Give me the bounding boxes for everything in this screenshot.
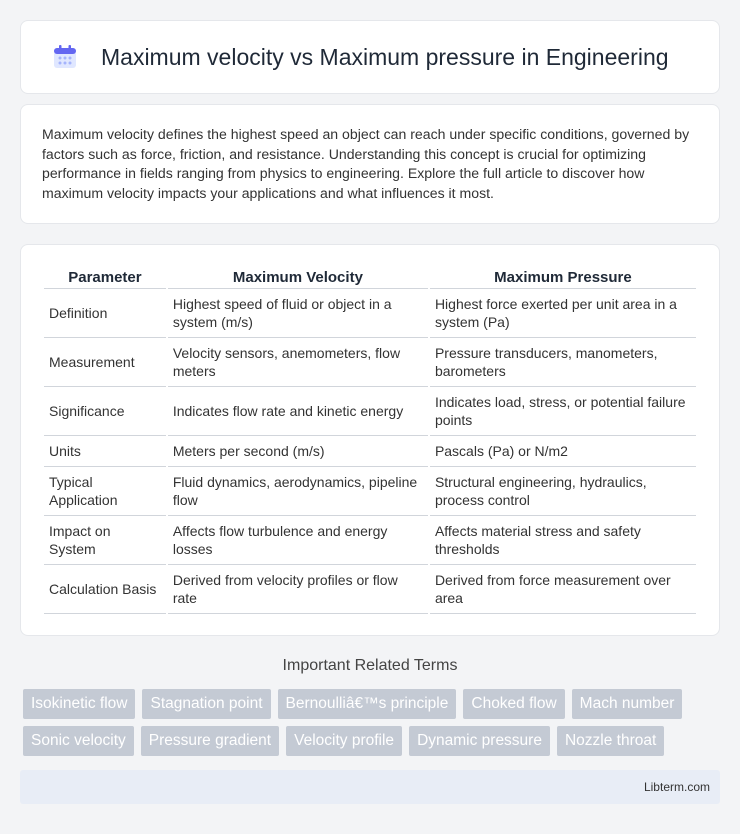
table-cell: Indicates load, stress, or potential failure points: [430, 387, 696, 436]
comparison-table-card: [20, 244, 720, 636]
table-cell: Definition: [44, 289, 166, 338]
intro-text: Maximum velocity defines the highest speed an object can reach under specific conditions, governed by factors such as force, friction, and resistance. Understanding this concept is crucial for optimizing performance in fields ranging from physics to engineering. Explore the full article to discover how maximum velocity impacts your applications and what influences it most.: [42, 126, 690, 201]
tag-row: [23, 689, 713, 719]
table-cell: Meters per second (m/s): [168, 436, 428, 467]
page-title: Maximum velocity vs Maximum pressure in Engineering: [101, 43, 669, 70]
tag-row: [23, 726, 713, 756]
related-term-tag[interactable]: Pressure gradient: [141, 726, 279, 756]
related-term-tag[interactable]: Choked flow: [463, 689, 564, 719]
table-cell: Highest speed of fluid or object in a system (m/s): [168, 289, 428, 338]
related-term-tag[interactable]: Bernoulliâ€™s principle: [278, 689, 457, 719]
table-row: [44, 289, 696, 338]
related-term-tag[interactable]: Stagnation point: [142, 689, 270, 719]
table-row: [44, 467, 696, 516]
related-term-tag[interactable]: Sonic velocity: [23, 726, 134, 756]
table-row: [44, 387, 696, 436]
table-cell: Highest force exerted per unit area in a system (Pa): [430, 289, 696, 338]
header-maximum-velocity: Maximum Velocity: [168, 265, 428, 289]
header-maximum-pressure: Maximum Pressure: [430, 265, 696, 289]
table-cell: Affects material stress and safety thresholds: [430, 516, 696, 565]
table-cell: Significance: [44, 387, 166, 436]
table-cell: Derived from velocity profiles or flow rate: [168, 565, 428, 614]
table-header-row: [44, 265, 696, 289]
table-row: [44, 338, 696, 387]
table-row: [44, 516, 696, 565]
table-row: [44, 436, 696, 467]
table-cell: Indicates flow rate and kinetic energy: [168, 387, 428, 436]
related-terms-title: Important Related Terms: [282, 657, 458, 674]
table-cell: Pressure transducers, manometers, barometers: [430, 338, 696, 387]
intro-card: [20, 104, 720, 224]
related-term-tag[interactable]: Mach number: [572, 689, 683, 719]
table-cell: Pascals (Pa) or N/m2: [430, 436, 696, 467]
table-cell: Units: [44, 436, 166, 467]
related-terms-tags: [23, 689, 713, 763]
table-cell: Typical Application: [44, 467, 166, 516]
related-term-tag[interactable]: Velocity profile: [286, 726, 402, 756]
header-parameter: Parameter: [44, 265, 166, 289]
table-cell: Affects flow turbulence and energy losses: [168, 516, 428, 565]
footer: [20, 770, 720, 804]
related-term-tag[interactable]: Isokinetic flow: [23, 689, 135, 719]
table-cell: Impact on System: [44, 516, 166, 565]
table-cell: Fluid dynamics, aerodynamics, pipeline flow: [168, 467, 428, 516]
related-term-tag[interactable]: Dynamic pressure: [409, 726, 550, 756]
table-cell: Derived from force measurement over area: [430, 565, 696, 614]
header-card: [20, 20, 720, 94]
related-term-tag[interactable]: Nozzle throat: [557, 726, 664, 756]
calendar-icon: [51, 43, 79, 71]
footer-site-link[interactable]: Libterm.com: [643, 780, 710, 794]
comparison-table: [42, 265, 698, 614]
table-cell: Velocity sensors, anemometers, flow meters: [168, 338, 428, 387]
table-cell: Measurement: [44, 338, 166, 387]
table-cell: Calculation Basis: [44, 565, 166, 614]
table-cell: Structural engineering, hydraulics, process control: [430, 467, 696, 516]
table-row: [44, 565, 696, 614]
